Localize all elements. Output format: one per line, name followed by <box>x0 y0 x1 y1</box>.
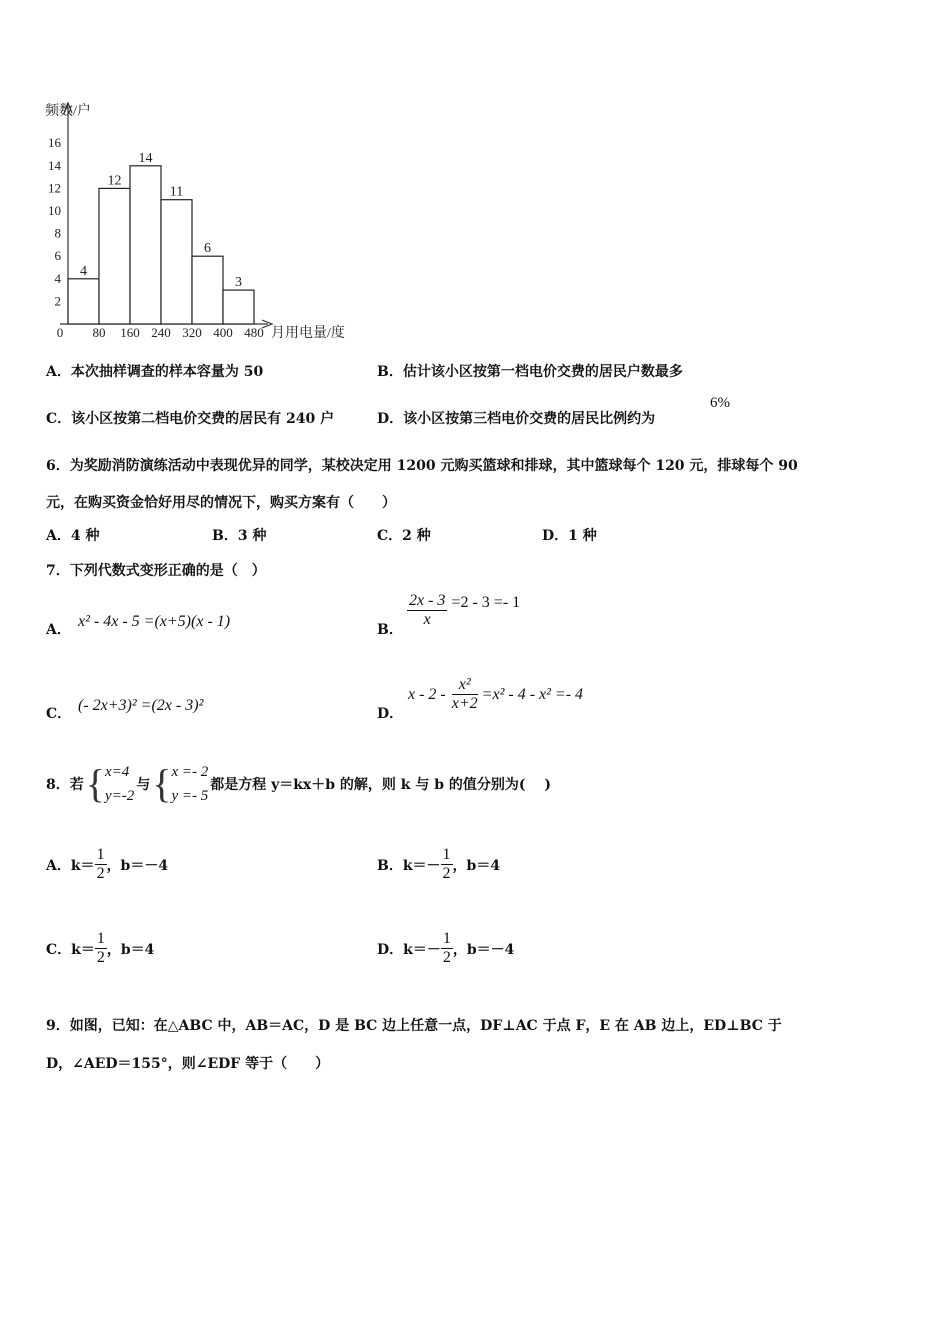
q6-option-a[interactable]: A．4 种 <box>46 528 100 544</box>
q8-system-1 <box>105 760 134 808</box>
q5-option-c[interactable]: C．该小区按第二档电价交费的居民有 240 户 <box>46 411 335 427</box>
frac-numerator: 1 <box>442 930 451 947</box>
q7-option-d-label[interactable]: D． <box>377 706 404 722</box>
q8-option-d[interactable] <box>377 930 514 967</box>
q8-option-c-post: ，b＝4 <box>106 941 155 958</box>
y-tick-label: 10 <box>48 203 61 218</box>
q5-option-d-text: D．该小区按第三档电价交费的居民比例约为 <box>377 411 656 427</box>
histogram-bar <box>130 166 161 324</box>
q8-option-d-post: ，b＝－4 <box>452 941 515 958</box>
q7-option-d-pre: x - 2 - <box>408 685 446 703</box>
x-tick-label: 480 <box>244 325 264 340</box>
frac-numerator: 1 <box>96 846 105 863</box>
q6-option-c[interactable]: C．2 种 <box>377 528 431 544</box>
q7-option-d-expr <box>408 676 583 713</box>
q7-option-c-expr: (- 2x+3)² =(2x - 3)² <box>78 697 204 714</box>
q7-option-b-fraction <box>407 592 447 629</box>
q8-option-c[interactable] <box>46 930 154 967</box>
histogram-bar <box>161 200 192 324</box>
q5-option-a[interactable]: A．本次抽样调查的样本容量为 50 <box>46 364 264 380</box>
y-tick-label: 6 <box>54 248 61 264</box>
q7-option-a-expr: x² - 4x - 5 =(x+5)(x - 1) <box>78 613 231 630</box>
bar-data-label: 11 <box>169 184 184 200</box>
frac-numerator: 1 <box>442 846 451 863</box>
histogram-bar <box>192 256 223 324</box>
y-tick-label: 8 <box>54 225 61 241</box>
q7-option-b-label[interactable]: B． <box>377 622 403 638</box>
bar-data-label: 14 <box>138 150 153 166</box>
q7-option-a-label[interactable]: A． <box>46 622 71 638</box>
q8-suffix: 都是方程 y＝kx＋b 的解，则 k 与 b 的值分别为( ) <box>210 777 552 793</box>
bar-data-label: 3 <box>235 275 242 291</box>
q8-option-c-fraction <box>95 930 107 967</box>
q7-option-d-numerator: x² <box>458 676 471 693</box>
q8-option-b-fraction <box>441 846 453 883</box>
x-tick-label: 240 <box>151 325 171 340</box>
y-tick-label: 14 <box>48 157 61 173</box>
frac-denominator: 2 <box>96 949 105 966</box>
q5-option-b[interactable]: B．估计该小区按第一档电价交费的居民户数最多 <box>377 364 683 380</box>
q8-mid: 与 <box>136 777 151 793</box>
q8-system-2-line2: y =- 5 <box>171 788 209 804</box>
bar-data-label: 6 <box>204 241 211 257</box>
histogram-bar <box>99 188 130 324</box>
q5-option-d[interactable] <box>377 408 655 428</box>
frac-numerator: 1 <box>96 930 105 947</box>
y-tick-label: 2 <box>54 293 61 309</box>
q8-option-d-pre: D．k＝－ <box>377 941 441 958</box>
q9-stem-line2: D，∠AED＝155°，则∠EDF 等于（ ） <box>46 1056 330 1072</box>
q8-option-b[interactable] <box>377 846 500 883</box>
q7-option-b-denominator: x <box>423 611 431 628</box>
frac-denominator: 2 <box>96 865 105 882</box>
frac-denominator: 2 <box>442 949 451 966</box>
q8-option-a-post: ，b＝－4 <box>106 857 169 874</box>
q8-system-2-line1: x =- 2 <box>171 764 209 780</box>
y-tick-label: 16 <box>48 135 61 151</box>
y-axis-label: 频数/户 <box>45 104 91 119</box>
left-brace-icon: { <box>152 761 172 806</box>
bar-data-label: 4 <box>80 263 87 279</box>
histogram-bar <box>223 290 254 324</box>
q8-option-a-pre: A．k＝ <box>46 857 95 874</box>
q8-option-a[interactable] <box>46 846 168 883</box>
histogram-bar <box>68 279 99 324</box>
q7-option-b-expr <box>407 592 520 629</box>
q6-stem-line2: 元，在购买资金恰好用尽的情况下，购买方案有（ ） <box>46 495 396 511</box>
q6-option-d[interactable]: D．1 种 <box>542 528 597 544</box>
q8-option-b-post: ，b＝4 <box>452 857 501 874</box>
q8-prefix: 8．若 <box>46 777 84 793</box>
x-tick-label: 160 <box>120 325 140 340</box>
q8-system-2 <box>171 760 208 808</box>
q7-option-b-numerator: 2x - 3 <box>409 592 446 609</box>
x-tick-label: 80 <box>92 325 106 340</box>
q8-stem <box>46 760 551 808</box>
q8-option-a-fraction <box>95 846 107 883</box>
q8-system-1-line2: y=-2 <box>104 788 135 804</box>
y-tick-label: 4 <box>54 270 61 286</box>
q6-stem-line1: 6．为奖励消防演练活动中表现优异的同学，某校决定用 1200 元购买篮球和排球，其中篮球每个 120 元，排球每个 90 <box>46 458 798 474</box>
bar-data-label: 12 <box>107 173 122 189</box>
q8-option-b-pre: B．k＝－ <box>377 857 441 874</box>
x-tick-label: 400 <box>213 325 233 340</box>
q6-option-b[interactable]: B．3 种 <box>212 528 267 544</box>
x-tick-label: 320 <box>182 325 202 340</box>
q8-option-c-pre: C．k＝ <box>46 941 95 958</box>
frac-denominator: 2 <box>442 865 451 882</box>
q8-option-d-fraction <box>441 930 453 967</box>
histogram-chart <box>40 95 380 350</box>
q5-option-d-value: 6% <box>710 395 730 411</box>
q7-option-d-rest: =x² - 4 - x² =- 4 <box>481 685 584 703</box>
q7-option-d-denominator: x+2 <box>451 695 478 712</box>
q7-option-b-rest: =2 - 3 =- 1 <box>451 593 521 611</box>
y-tick-label: 12 <box>48 180 61 196</box>
q7-option-c-label[interactable]: C． <box>46 706 72 722</box>
q8-system-1-line1: x=4 <box>104 764 130 780</box>
q7-stem: 7．下列代数式变形正确的是（ ） <box>46 563 266 579</box>
left-brace-icon: { <box>85 761 105 806</box>
x-tick-label: 0 <box>56 325 64 340</box>
x-axis-label: 月用电量/度 <box>271 326 345 341</box>
q9-stem-line1: 9．如图，已知：在△ABC 中，AB＝AC，D 是 BC 边上任意一点，DF⊥AC 于点 F，E 在 AB 边上，ED⊥BC 于 <box>46 1018 782 1034</box>
q7-option-d-fraction <box>452 676 478 713</box>
